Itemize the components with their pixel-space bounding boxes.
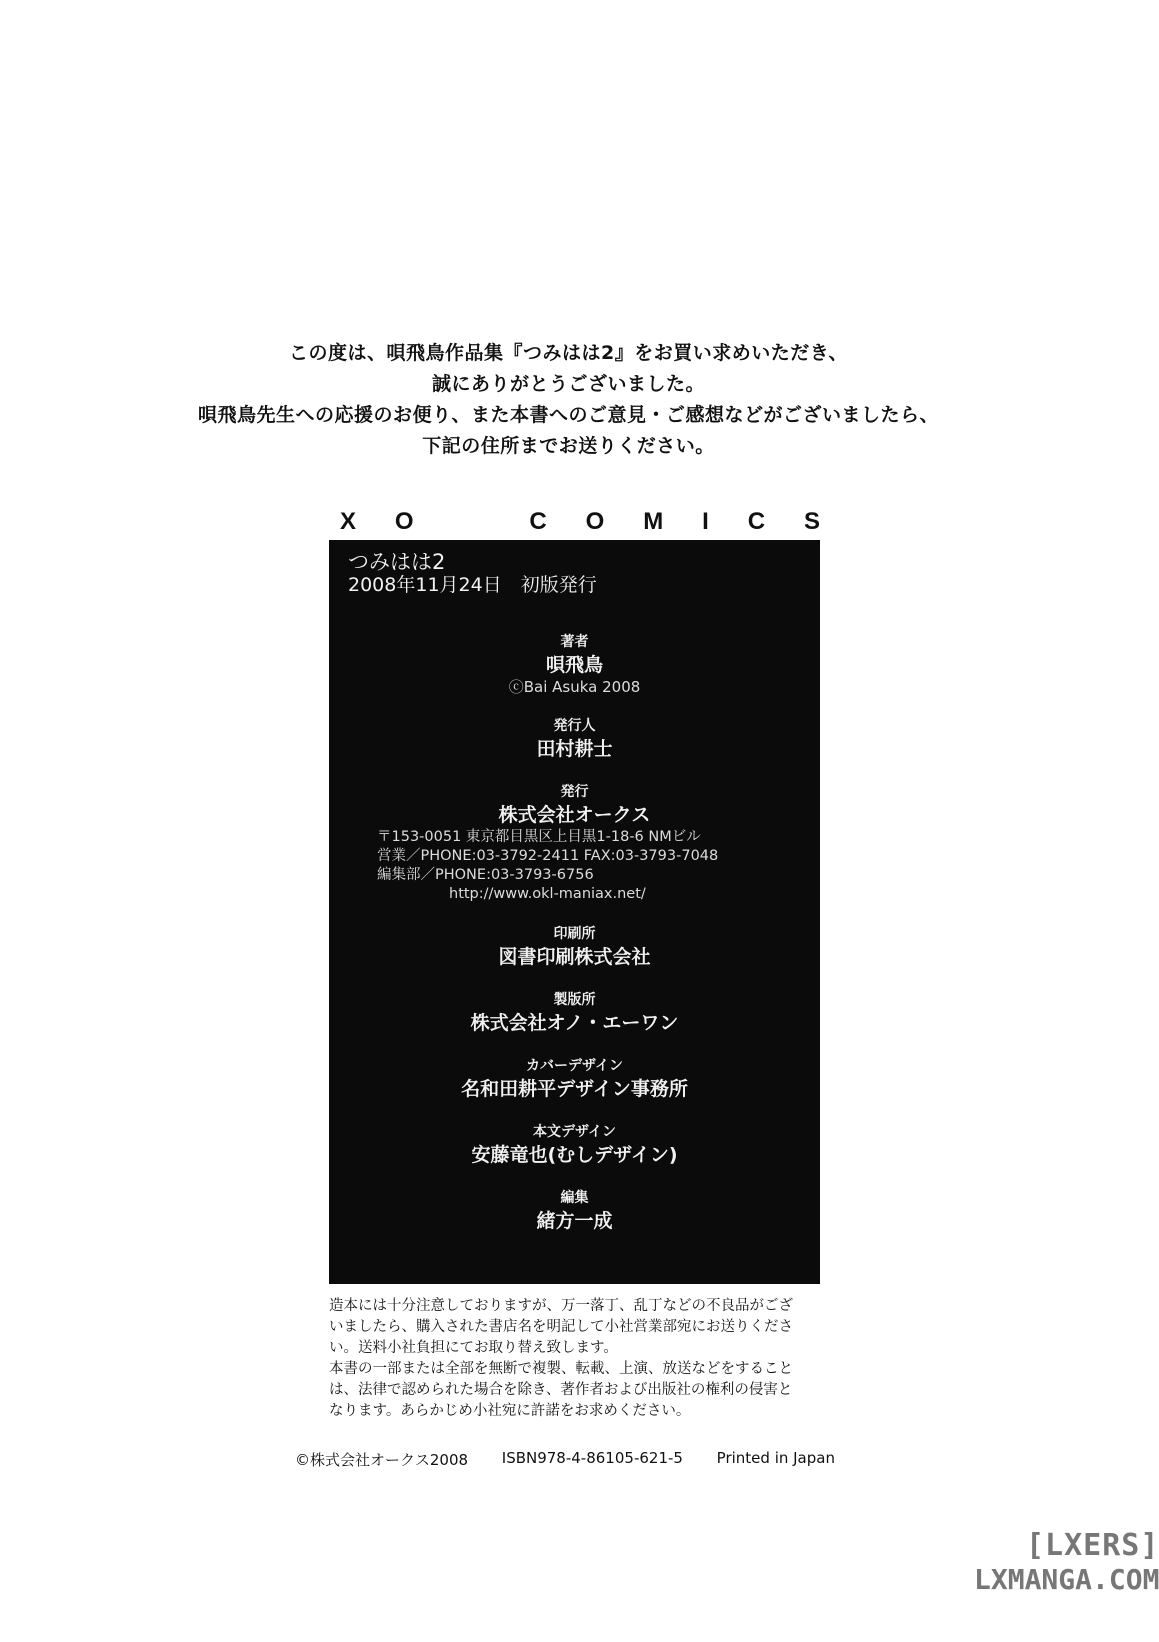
credits (329, 632, 820, 1254)
credit-name: 名和田耕平デザイン事務所 (461, 1078, 688, 1100)
isbn: ISBN978-4-86105-621-5 (501, 1449, 683, 1467)
credit-role: 印刷所 (553, 926, 596, 942)
notice-line: 本書の一部または全部を無断で複製、転載、上演、放送などをすること (329, 1361, 793, 1377)
series-letter: C (747, 508, 766, 535)
footer-copyright: ©株式会社オークス2008 (295, 1451, 469, 1469)
colophon-panel (329, 540, 820, 1284)
credit-editor (329, 1188, 820, 1234)
notice-line: いましたら、購入された書店名を明記して小社営業部宛にお送りくださ (329, 1319, 793, 1335)
credit-cover-design (329, 1056, 820, 1102)
series-letter: X (340, 508, 357, 535)
notice-line: い。送料小社負担にてお取り替え致します。 (329, 1340, 618, 1356)
watermark-stamp (974, 1528, 1159, 1596)
credit-publisher (329, 782, 820, 904)
series-name (340, 508, 820, 536)
credit-role: 編集 (560, 1190, 589, 1206)
author-copyright: ⓒBai Asuka 2008 (508, 678, 641, 696)
legal-notice (329, 1296, 820, 1422)
publication-date: 2008年11月24日 初版発行 (348, 574, 597, 596)
credit-role: 本文デザイン (532, 1124, 617, 1140)
greeting-line: 誠にありがとうございました。 (431, 373, 705, 395)
credit-name: 唄飛鳥 (545, 654, 603, 676)
credit-role: カバーデザイン (525, 1058, 624, 1074)
notice-line: 造本には十分注意しておりますが、万一落丁、乱丁などの不良品がござ (329, 1298, 793, 1314)
credit-role: 発行 (560, 784, 589, 800)
credit-name: 株式会社オークス (498, 804, 651, 826)
series-letter: I (702, 508, 709, 535)
credit-role: 製版所 (553, 992, 596, 1008)
series-letter: C (529, 508, 547, 535)
greeting-line: 唄飛鳥先生への応援のお便り、また本書へのご意見・ご感想などがございましたら、 (197, 404, 939, 426)
series-letter: O (585, 508, 605, 535)
notice-line: は、法律で認められた場合を除き、著作者および出版社の権利の侵害と (329, 1382, 793, 1398)
series-letter: O (394, 508, 414, 535)
printed-in: Printed in Japan (716, 1449, 835, 1467)
credit-name: 株式会社オノ・エーワン (470, 1012, 679, 1034)
book-title: つみはは2 (348, 550, 446, 574)
editorial-phone: 編集部／PHONE:03-3793-6756 (377, 867, 594, 883)
credit-name: 緒方一成 (536, 1210, 613, 1232)
watermark-line: [LXERS] (1026, 1528, 1159, 1563)
credit-name: 安藤竜也(むしデザイン) (471, 1144, 678, 1166)
credit-printer (329, 924, 820, 970)
credit-author (329, 632, 820, 696)
credit-plate (329, 990, 820, 1036)
greeting-line: 下記の住所までお送りください。 (422, 435, 715, 457)
series-letter: M (643, 508, 664, 535)
publisher-address: 〒153-0051 東京都目黒区上目黒1-18-6 NMビル (377, 829, 701, 845)
publisher-url: http://www.okl-maniax.net/ (449, 886, 646, 902)
credit-body-design (329, 1122, 820, 1168)
greeting-line: この度は、唄飛鳥作品集『つみはは2』をお買い求めいただき、 (289, 342, 848, 364)
greeting-message (0, 338, 1137, 462)
credit-publisher-person (329, 716, 820, 762)
credit-name: 田村耕士 (536, 738, 613, 760)
sales-phone: 営業／PHONE:03-3792-2411 FAX:03-3793-7048 (377, 848, 719, 864)
notice-line: なります。あらかじめ小社宛に許諾をお求めください。 (329, 1403, 691, 1419)
footer (295, 1449, 835, 1470)
credit-role: 著者 (560, 634, 589, 650)
watermark-line: LXMANGA.COM (974, 1563, 1159, 1596)
credit-name: 図書印刷株式会社 (498, 946, 651, 968)
credit-role: 発行人 (553, 718, 596, 734)
series-letter: S (803, 508, 820, 535)
